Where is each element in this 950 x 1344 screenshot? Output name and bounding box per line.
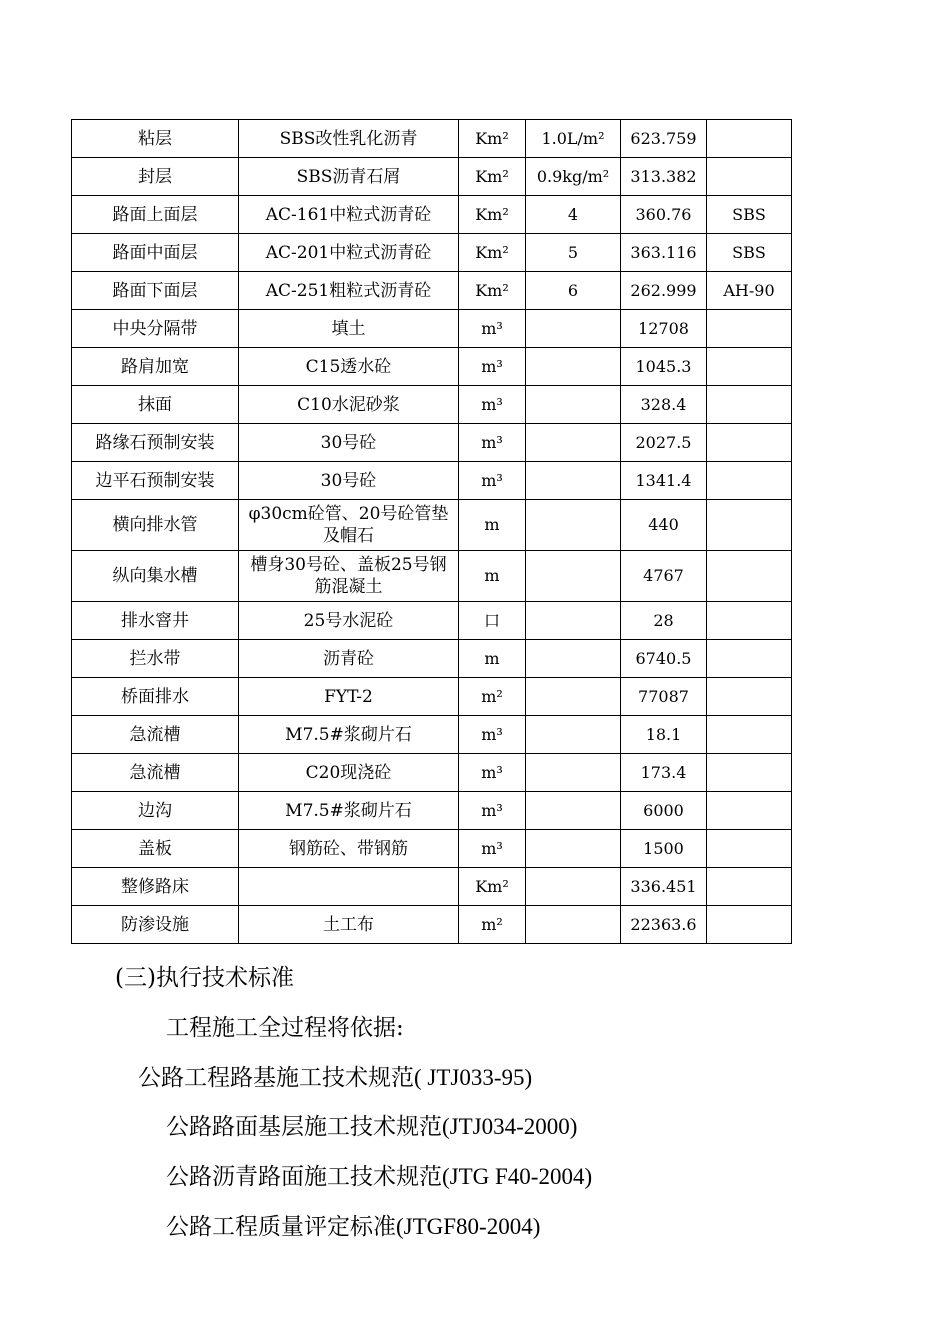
material-cell: 30号砼 — [239, 424, 459, 462]
material-cell: C10水泥砂浆 — [239, 386, 459, 424]
table-row — [72, 906, 792, 944]
table-row — [72, 678, 792, 716]
note-cell — [707, 602, 792, 640]
table-row — [72, 424, 792, 462]
rate-cell — [526, 500, 621, 551]
unit-cell: Km² — [459, 196, 526, 234]
table-row — [72, 272, 792, 310]
note-cell — [707, 830, 792, 868]
note-cell — [707, 386, 792, 424]
rate-cell — [526, 792, 621, 830]
note-cell — [707, 348, 792, 386]
note-cell: SBS — [707, 234, 792, 272]
standard-name: 公路工程质量评定标准 — [166, 1214, 396, 1240]
rate-cell — [526, 424, 621, 462]
unit-cell: m³ — [459, 830, 526, 868]
rate-cell — [526, 754, 621, 792]
unit-cell: m³ — [459, 462, 526, 500]
quantity-cell: 440 — [621, 500, 707, 551]
note-cell — [707, 551, 792, 602]
material-cell: M7.5#浆砌片石 — [239, 792, 459, 830]
material-cell: SBS改性乳化沥青 — [239, 120, 459, 158]
table-row — [72, 602, 792, 640]
note-cell — [707, 868, 792, 906]
unit-cell: m² — [459, 678, 526, 716]
note-cell — [707, 792, 792, 830]
standard-code: (JTGF80-2004) — [396, 1214, 541, 1239]
note-cell — [707, 500, 792, 551]
unit-cell: Km² — [459, 234, 526, 272]
quantity-cell: 360.76 — [621, 196, 707, 234]
item-name-cell: 防渗设施 — [72, 906, 239, 944]
section-heading: (三)执行技术标准 — [115, 965, 294, 991]
material-cell: 30号砼 — [239, 462, 459, 500]
quantity-cell: 4767 — [621, 551, 707, 602]
quantity-cell: 313.382 — [621, 158, 707, 196]
quantity-cell: 77087 — [621, 678, 707, 716]
material-cell — [239, 868, 459, 906]
table-row — [72, 462, 792, 500]
table-row — [72, 196, 792, 234]
rate-cell — [526, 906, 621, 944]
standard-code: ( JTJ033-95) — [414, 1065, 533, 1090]
material-cell: C20现浇砼 — [239, 754, 459, 792]
quantity-cell: 363.116 — [621, 234, 707, 272]
quantity-table-body — [72, 120, 792, 944]
rate-cell — [526, 868, 621, 906]
rate-cell — [526, 310, 621, 348]
unit-cell: m — [459, 551, 526, 602]
quantity-cell: 6000 — [621, 792, 707, 830]
item-name-cell: 急流槽 — [72, 754, 239, 792]
note-cell: AH-90 — [707, 272, 792, 310]
standard-name: 公路沥青路面施工技术规范 — [166, 1164, 442, 1190]
material-cell: 沥青砼 — [239, 640, 459, 678]
material-cell: SBS沥青石屑 — [239, 158, 459, 196]
standard-name: 公路路面基层施工技术规范 — [166, 1114, 442, 1140]
item-name-cell: 拦水带 — [72, 640, 239, 678]
standard-name: 公路工程路基施工技术规范 — [138, 1065, 414, 1091]
unit-cell: Km² — [459, 272, 526, 310]
table-row — [72, 551, 792, 602]
rate-cell: 0.9kg/m² — [526, 158, 621, 196]
quantity-cell: 12708 — [621, 310, 707, 348]
material-cell: M7.5#浆砌片石 — [239, 716, 459, 754]
note-cell — [707, 906, 792, 944]
material-cell: 土工布 — [239, 906, 459, 944]
quantity-cell: 336.451 — [621, 868, 707, 906]
table-row — [72, 310, 792, 348]
item-name-cell: 纵向集水槽 — [72, 551, 239, 602]
table-row — [72, 386, 792, 424]
table-row — [72, 120, 792, 158]
standard-item — [138, 1063, 532, 1093]
quantity-cell: 1045.3 — [621, 348, 707, 386]
rate-cell: 4 — [526, 196, 621, 234]
quantity-cell: 623.759 — [621, 120, 707, 158]
rate-cell — [526, 716, 621, 754]
unit-cell: m³ — [459, 310, 526, 348]
item-name-cell: 抹面 — [72, 386, 239, 424]
rate-cell — [526, 551, 621, 602]
quantity-cell: 1500 — [621, 830, 707, 868]
item-name-cell: 中央分隔带 — [72, 310, 239, 348]
unit-cell: m — [459, 640, 526, 678]
unit-cell: Km² — [459, 120, 526, 158]
table-row — [72, 500, 792, 551]
unit-cell: 口 — [459, 602, 526, 640]
section-intro: 工程施工全过程将依据: — [166, 1015, 404, 1041]
quantity-cell: 262.999 — [621, 272, 707, 310]
item-name-cell: 路缘石预制安装 — [72, 424, 239, 462]
unit-cell: m³ — [459, 754, 526, 792]
unit-cell: Km² — [459, 868, 526, 906]
standard-item — [166, 1212, 540, 1242]
note-cell — [707, 678, 792, 716]
note-cell — [707, 754, 792, 792]
note-cell — [707, 716, 792, 754]
quantity-table — [71, 119, 792, 944]
quantity-cell: 328.4 — [621, 386, 707, 424]
rate-cell — [526, 462, 621, 500]
unit-cell: m³ — [459, 386, 526, 424]
unit-cell: m³ — [459, 348, 526, 386]
material-cell: C15透水砼 — [239, 348, 459, 386]
note-cell: SBS — [707, 196, 792, 234]
material-cell: 填土 — [239, 310, 459, 348]
rate-cell — [526, 348, 621, 386]
table-row — [72, 158, 792, 196]
quantity-cell: 173.4 — [621, 754, 707, 792]
quantity-cell: 28 — [621, 602, 707, 640]
rate-cell: 1.0L/m² — [526, 120, 621, 158]
standard-code: (JTG F40-2004) — [442, 1164, 593, 1189]
table-row — [72, 234, 792, 272]
item-name-cell: 排水窨井 — [72, 602, 239, 640]
unit-cell: m³ — [459, 792, 526, 830]
material-cell: φ30cm砼管、20号砼管垫及帽石 — [239, 500, 459, 551]
table-row — [72, 792, 792, 830]
item-name-cell: 路面中面层 — [72, 234, 239, 272]
note-cell — [707, 640, 792, 678]
item-name-cell: 桥面排水 — [72, 678, 239, 716]
rate-cell: 6 — [526, 272, 621, 310]
item-name-cell: 封层 — [72, 158, 239, 196]
unit-cell: m — [459, 500, 526, 551]
table-row — [72, 868, 792, 906]
table-row — [72, 348, 792, 386]
table-row — [72, 640, 792, 678]
rate-cell — [526, 830, 621, 868]
rate-cell — [526, 678, 621, 716]
item-name-cell: 边沟 — [72, 792, 239, 830]
material-cell: AC-201中粒式沥青砼 — [239, 234, 459, 272]
material-cell: 25号水泥砼 — [239, 602, 459, 640]
note-cell — [707, 310, 792, 348]
material-cell: AC-251粗粒式沥青砼 — [239, 272, 459, 310]
item-name-cell: 边平石预制安装 — [72, 462, 239, 500]
unit-cell: m² — [459, 906, 526, 944]
note-cell — [707, 462, 792, 500]
standard-item — [166, 1162, 592, 1192]
unit-cell: Km² — [459, 158, 526, 196]
note-cell — [707, 120, 792, 158]
quantity-cell: 2027.5 — [621, 424, 707, 462]
unit-cell: m³ — [459, 716, 526, 754]
rate-cell — [526, 640, 621, 678]
item-name-cell: 急流槽 — [72, 716, 239, 754]
item-name-cell: 粘层 — [72, 120, 239, 158]
standard-code: (JTJ034-2000) — [442, 1114, 578, 1139]
material-cell: 钢筋砼、带钢筋 — [239, 830, 459, 868]
item-name-cell: 整修路床 — [72, 868, 239, 906]
table-row — [72, 716, 792, 754]
item-name-cell: 盖板 — [72, 830, 239, 868]
quantity-cell: 18.1 — [621, 716, 707, 754]
table-row — [72, 830, 792, 868]
unit-cell: m³ — [459, 424, 526, 462]
rate-cell — [526, 386, 621, 424]
quantity-cell: 22363.6 — [621, 906, 707, 944]
material-cell: AC-161中粒式沥青砼 — [239, 196, 459, 234]
quantity-cell: 1341.4 — [621, 462, 707, 500]
table-row — [72, 754, 792, 792]
material-cell: 槽身30号砼、盖板25号钢筋混凝土 — [239, 551, 459, 602]
note-cell — [707, 158, 792, 196]
note-cell — [707, 424, 792, 462]
item-name-cell: 路面上面层 — [72, 196, 239, 234]
item-name-cell: 横向排水管 — [72, 500, 239, 551]
rate-cell — [526, 602, 621, 640]
quantity-cell: 6740.5 — [621, 640, 707, 678]
material-cell: FYT-2 — [239, 678, 459, 716]
item-name-cell: 路肩加宽 — [72, 348, 239, 386]
item-name-cell: 路面下面层 — [72, 272, 239, 310]
standard-item — [166, 1112, 577, 1142]
rate-cell: 5 — [526, 234, 621, 272]
